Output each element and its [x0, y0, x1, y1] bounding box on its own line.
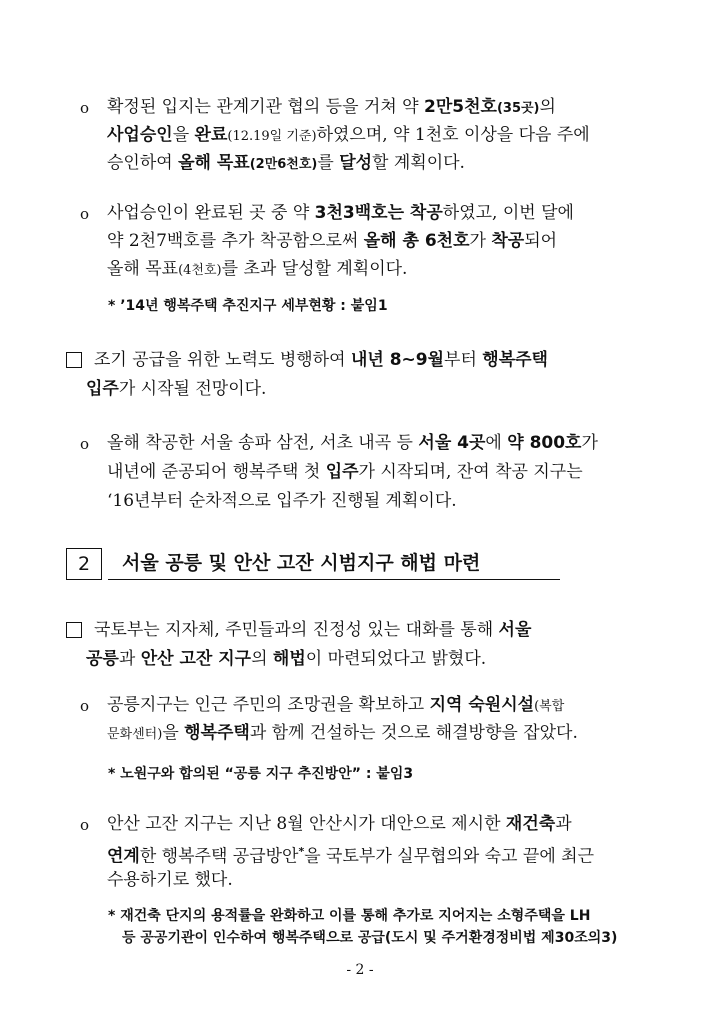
p4-line1	[107, 432, 598, 454]
bullet-marker: o	[80, 99, 90, 117]
p6-line1	[107, 694, 564, 718]
text: 가 시작될 전망이다.	[118, 379, 267, 399]
text-bold: 해법	[272, 649, 306, 669]
text: 승인하여	[107, 153, 179, 173]
text: 를 초과 달성할 계획이다.	[221, 259, 408, 279]
text: 의	[539, 97, 556, 117]
text-bold: 완료	[194, 125, 228, 145]
text-small: (2만6천호)	[249, 157, 318, 172]
text: 하였으며, 약 1천호 이상을 다음 주에	[316, 125, 590, 145]
text-bold: 행복주택	[184, 723, 250, 743]
text: 할 계획이다.	[372, 153, 465, 173]
text-bold: 공릉	[86, 649, 119, 669]
text-bold: 2만5천호	[424, 97, 497, 117]
footnote-attachment-3: * 노원구와 합의된 “공릉 지구 추진방안” : 붙임3	[108, 766, 414, 782]
text-bold: 서울	[498, 620, 532, 640]
text-small: (4천호)	[178, 263, 222, 278]
text-small: (35곳)	[496, 101, 540, 116]
p2-line2	[107, 230, 557, 252]
p2-line1	[107, 202, 574, 224]
text: 에	[485, 433, 508, 453]
text-bold: 내년 8~9월	[350, 350, 445, 370]
text: 조기 공급을 위한 노력도 병행하여	[94, 350, 351, 370]
text: 를	[317, 153, 340, 173]
footnote-marker: *	[298, 845, 305, 858]
footnote-attachment-1: * ’14년 행복주택 추진지구 세부현황 : 붙임1	[108, 298, 388, 314]
text: 사업승인이 완료된 곳 중 약	[107, 203, 315, 223]
p7-line2	[107, 841, 594, 868]
text: 올해 목표	[107, 259, 179, 279]
page-number: - 2 -	[346, 962, 374, 978]
text: 가 시작되며, 잔여 착공 지구는	[358, 462, 583, 482]
bullet-marker: o	[80, 205, 90, 223]
text-bold: 입주	[86, 379, 119, 399]
text: 과	[118, 649, 141, 669]
checkbox-square	[66, 622, 82, 638]
p4-line3	[107, 490, 457, 512]
text: 되어	[524, 231, 558, 251]
text: ‘16년부터 순차적으로 입주가 진행될 계획이다.	[107, 491, 457, 511]
text: 확정된 입지는 관계기관 협의 등을 거쳐 약	[107, 97, 425, 117]
text: 내년에 준공되어 행복주택 첫	[107, 462, 326, 482]
text: 하였고, 이번 달에	[442, 203, 574, 223]
text: 을	[162, 723, 185, 743]
text-small: (12.19일 기준)	[227, 129, 317, 144]
text: 을 국토부가 실무협의와 숙고 끝에 최근	[304, 846, 595, 867]
text: 올해 착공한 서울 송파 삼전, 서초 내곡 등	[107, 433, 419, 453]
p7-line1	[107, 813, 572, 835]
p6-line2	[107, 722, 578, 746]
text-bold: 올해 총 6천호	[363, 231, 470, 251]
text-bold: 달성	[339, 153, 373, 173]
text-bold: 지역 숙원시설	[429, 695, 535, 715]
text: 공릉지구는 인근 주민의 조망권을 확보하고	[107, 695, 430, 715]
text: 부터	[444, 350, 483, 370]
text-bold: 서울 4곳	[418, 433, 486, 453]
text: 약 2천7백호를 추가 착공함으로써	[107, 231, 364, 251]
text-bold: 착공	[491, 231, 525, 251]
footnote-reconstruction-l2: 등 공공기관이 인수하여 행복주택으로 공급(도시 및 주거환경정비법 제30조의3)	[122, 930, 618, 946]
text: 이 마련되었다고 밝혔다.	[305, 649, 487, 669]
text-bold: 행복주택	[482, 350, 548, 370]
text-small: 문화센터)	[107, 727, 163, 742]
text: 을	[172, 125, 195, 145]
p5-line2	[86, 648, 486, 670]
p1-line1	[107, 96, 556, 120]
p4-line2	[107, 461, 583, 483]
p1-line2	[107, 124, 590, 148]
text-bold: 약 800호	[507, 433, 582, 453]
text: 한 행복주택 공급방안	[139, 846, 299, 867]
text: 의	[251, 649, 273, 669]
bullet-marker: o	[80, 435, 90, 453]
text-bold: 사업승인	[107, 125, 173, 145]
section-number: 2	[66, 548, 102, 580]
text: 안산 고잔 지구는 지난 8월 안산시가 대안으로 제시한	[107, 814, 506, 834]
text-bold: 연계	[107, 846, 140, 867]
p5-line1	[94, 619, 531, 641]
p7-line3	[107, 869, 233, 891]
text-bold: 재건축	[505, 814, 556, 834]
text-small: (복합	[534, 699, 565, 714]
text: 수용하기로 했다.	[107, 870, 233, 890]
checkbox-square	[66, 352, 82, 368]
text-bold: 올해 목표	[178, 153, 250, 173]
footnote-reconstruction-l1: * 재건축 단지의 용적률을 완화하고 이를 통해 추가로 지어지는 소형주택을 LH	[108, 908, 591, 924]
bullet-marker: o	[80, 816, 90, 834]
text-bold: 안산 고잔 지구	[140, 649, 252, 669]
p3-line2	[86, 378, 266, 400]
text: 과 함께 건설하는 것으로 해결방향을 잡았다.	[249, 723, 578, 743]
text: 가	[469, 231, 492, 251]
text: 국토부는 지자체, 주민들과의 진정성 있는 대화를 통해	[94, 620, 499, 640]
text-bold: 3천3백호는 착공	[314, 203, 443, 223]
bullet-marker: o	[80, 697, 90, 715]
text-bold: 입주	[325, 462, 359, 482]
p3-line1	[94, 349, 548, 371]
p2-line3	[107, 258, 407, 282]
p1-line3	[107, 152, 465, 176]
text: 가	[581, 433, 598, 453]
section-title: 서울 공릉 및 안산 고잔 시범지구 해법 마련	[122, 552, 481, 574]
section-underline	[108, 579, 560, 580]
text: 과	[555, 814, 572, 834]
